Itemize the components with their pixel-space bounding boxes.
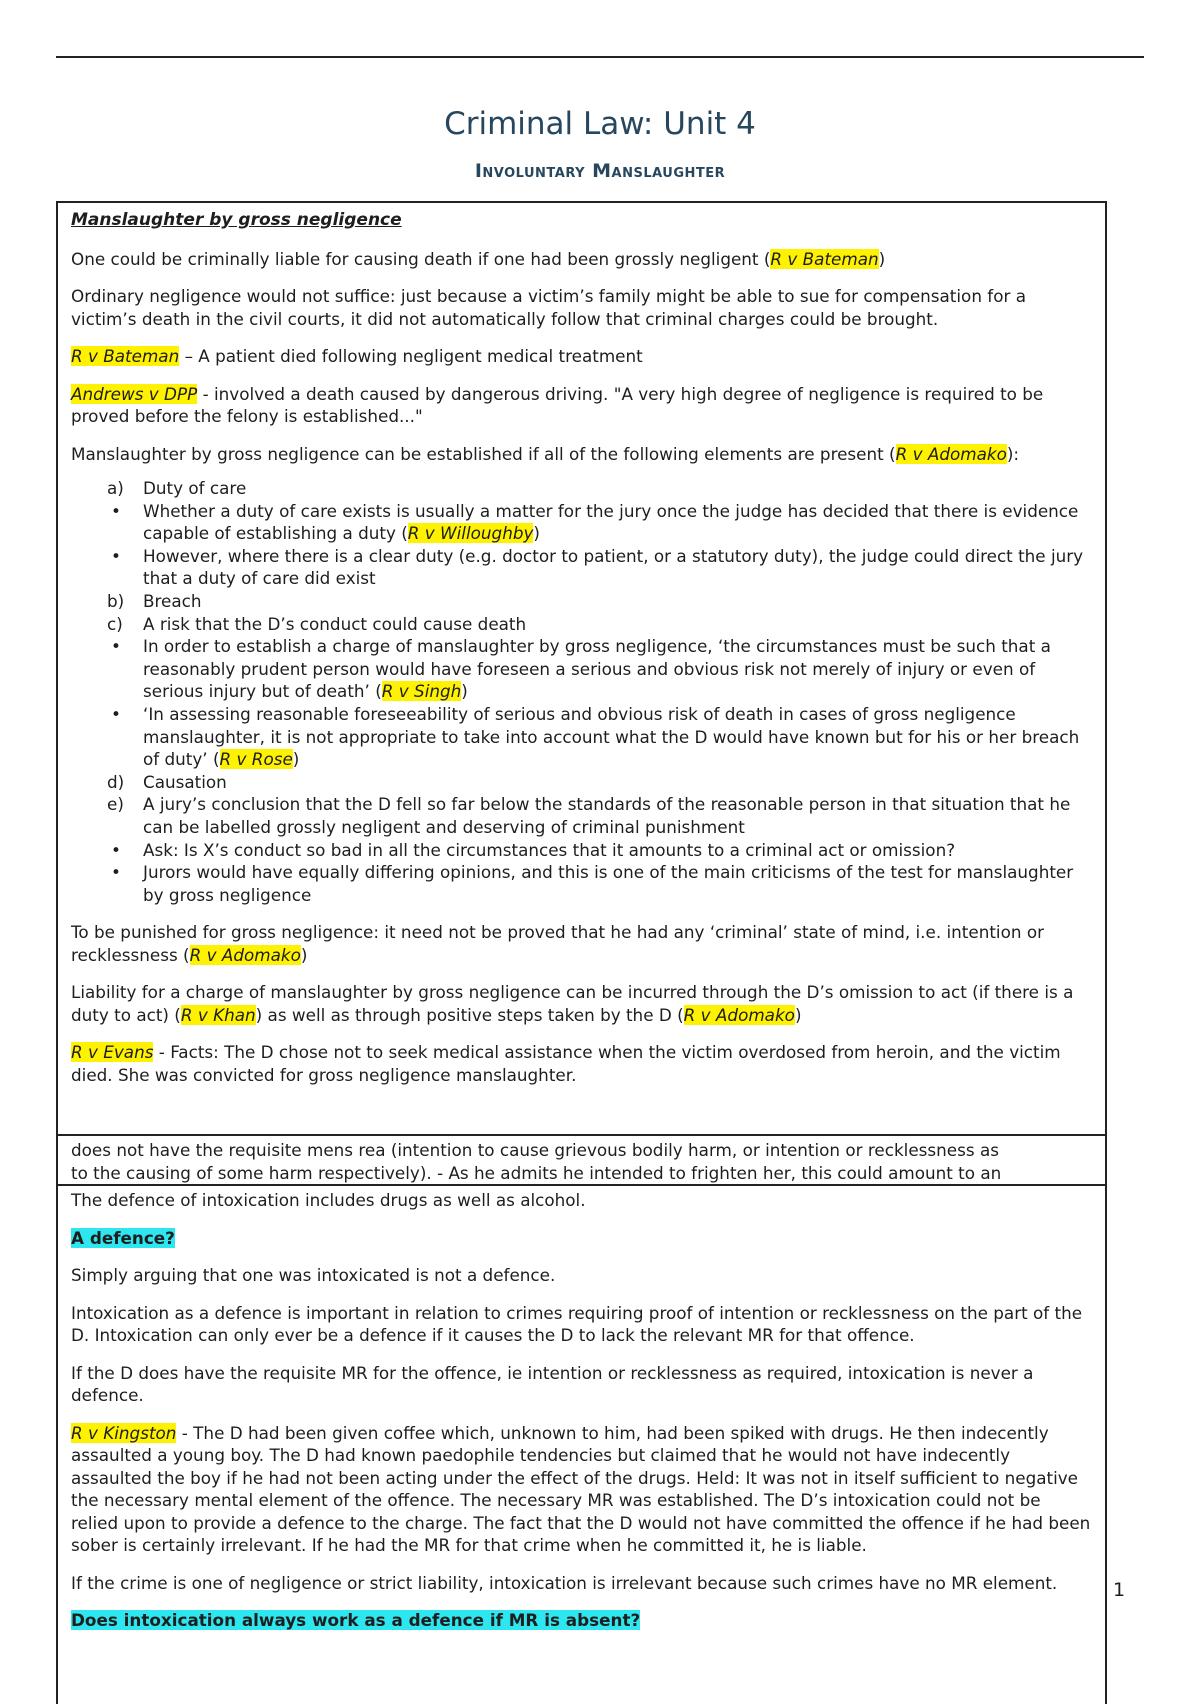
section-heading: Manslaughter by gross negligence [71, 210, 402, 230]
case-citation: Andrews v DPP [71, 383, 198, 404]
list-item: • Whether a duty of care exists is usually a matter for the jury once the judge has decided that there is evidence capable of establishing a duty (R v Willoughby) [111, 500, 1079, 544]
list-item: d) Causation [107, 771, 227, 792]
list-item: • In order to establish a charge of manslaughter by gross negligence, ‘the circumstances must be such that a reasonably prudent person would have foreseen a serious and obvious risk not merely of injury or even of serious injury but of death’ (R v Singh) [111, 636, 1051, 702]
paragraph: R v Evans - Facts: The D chose not to seek medical assistance when the victim overdosed from heroin, and the victim died. She was convicted for gross negligence manslaughter. [71, 1042, 1061, 1085]
paragraph: If the crime is one of negligence or strict liability, intoxication is irrelevant because such crimes have no MR element. [71, 1572, 1058, 1593]
subheading: Does intoxication always work as a defence if MR is absent? [71, 1610, 641, 1630]
list-item: • ‘In assessing reasonable foreseeability of serious and obvious risk of death in cases of gross negligence manslaughter, it is not appropriate to take into account what the D would have known but for his or her breach of duty’ (R v Rose) [111, 703, 1080, 770]
case-citation: R v Khan [180, 1004, 256, 1025]
intoxication-box [56, 1184, 1107, 1704]
paragraph: Andrews v DPP - involved a death caused by dangerous driving. "A very high degree of negligence is required to be proved before the felony is established..." [71, 383, 1044, 426]
case-citation: R v Adomako [895, 443, 1007, 464]
paragraph: R v Bateman – A patient died following negligent medical treatment [71, 346, 643, 366]
case-citation: R v Kingston [71, 1422, 177, 1443]
overlap-text-box [56, 1134, 1107, 1186]
page-subtitle: Involuntary Manslaughter [474, 160, 726, 182]
paragraph: To be punished for gross negligence: it need not be proved that he had any ‘criminal’ state of mind, i.e. intention or recklessness (R v Adomako) [71, 922, 1044, 965]
case-citation: R v Adomako [189, 944, 301, 965]
cut-line: to the causing of some harm respectively). - As he admits he intended to frighten her, this could amount to an [71, 1162, 1002, 1183]
subheading: A defence? [71, 1227, 175, 1248]
list-item: • However, where there is a clear duty (e.g. doctor to patient, or a statutory duty), the judge could direct the jury that a duty of care did exist [111, 545, 1084, 589]
list-item: b) Breach [107, 590, 202, 611]
paragraph: Simply arguing that one was intoxicated is not a defence. [71, 1265, 556, 1285]
paragraph: The defence of intoxication includes drugs as well as alcohol. [71, 1190, 586, 1210]
paragraph: Ordinary negligence would not suffice: just because a victim’s family might be able to sue for compensation for a victim’s death in the civil courts, it did not automatically follow that criminal charges could be brought. [71, 286, 1026, 329]
list-item: • Ask: Is X’s conduct so bad in all the circumstances that it amounts to a criminal act or omission? [111, 839, 956, 860]
header-rule [56, 56, 1144, 58]
paragraph: R v Kingston - The D had been given coffee which, unknown to him, had been spiked with drugs. He then indecently assaulted a young boy. The D had known paedophile tendencies but claimed that he would not have indecently assaulted the boy if he had not been acting under the effect of the drugs. Held: It was not in itself sufficient to negative the necessary mental element of the offence. The necessary MR was established. The D’s intoxication could not be relied upon to provide a defence to the charge. The fact that the D would not have committed the offence if he had been sober is certainly irrelevant. If he had the MR for that crime when he committed it, he is liable. [71, 1422, 1091, 1555]
case-citation: R v Singh [381, 681, 462, 702]
case-citation: R v Rose [219, 749, 293, 770]
paragraph: One could be criminally liable for causing death if one had been grossly negligent (R v Bateman) [71, 248, 886, 269]
paragraph: Liability for a charge of manslaughter by gross negligence can be incurred through the D’s omission to act (if there is a duty to act) (R v Khan) as well as through positive steps taken by the D (R v Adomako) [71, 982, 1074, 1025]
case-citation: R v Bateman [71, 346, 180, 366]
paragraph: If the D does have the requisite MR for the offence, ie intention or recklessness as required, intoxication is never a defence. [71, 1362, 1034, 1405]
list-item: • Jurors would have equally differing opinions, and this is one of the main criticisms of the test for manslaughter by gross negligence [111, 862, 1074, 905]
page-title: Criminal Law: Unit 4 [444, 106, 756, 142]
page-number: 1 [1113, 1579, 1126, 1601]
case-citation: R v Evans [71, 1042, 154, 1063]
cut-line: does not have the requisite mens rea (intention to cause grievous bodily harm, or intention or recklessness as [71, 1140, 999, 1160]
elements-list [107, 477, 1091, 906]
list-item: e) A jury’s conclusion that the D fell so far below the standards of the reasonable person in that situation that he can be labelled grossly negligent and deserving of criminal punishment [107, 794, 1071, 837]
case-citation: R v Willoughby [407, 523, 534, 544]
list-item: a) Duty of care [107, 478, 247, 498]
paragraph: Intoxication as a defence is important in relation to crimes requiring proof of intention or recklessness on the part of the D. Intoxication can only ever be a defence if it causes the D to lack the relevant MR for that offence. [71, 1302, 1083, 1345]
case-citation: R v Adomako [683, 1004, 795, 1025]
paragraph: Manslaughter by gross negligence can be established if all of the following elements are present (R v Adomako): [71, 443, 1020, 464]
case-citation: R v Bateman [770, 248, 879, 269]
gross-negligence-box [56, 201, 1107, 1136]
list-item: c) A risk that the D’s conduct could cause death [107, 613, 527, 634]
